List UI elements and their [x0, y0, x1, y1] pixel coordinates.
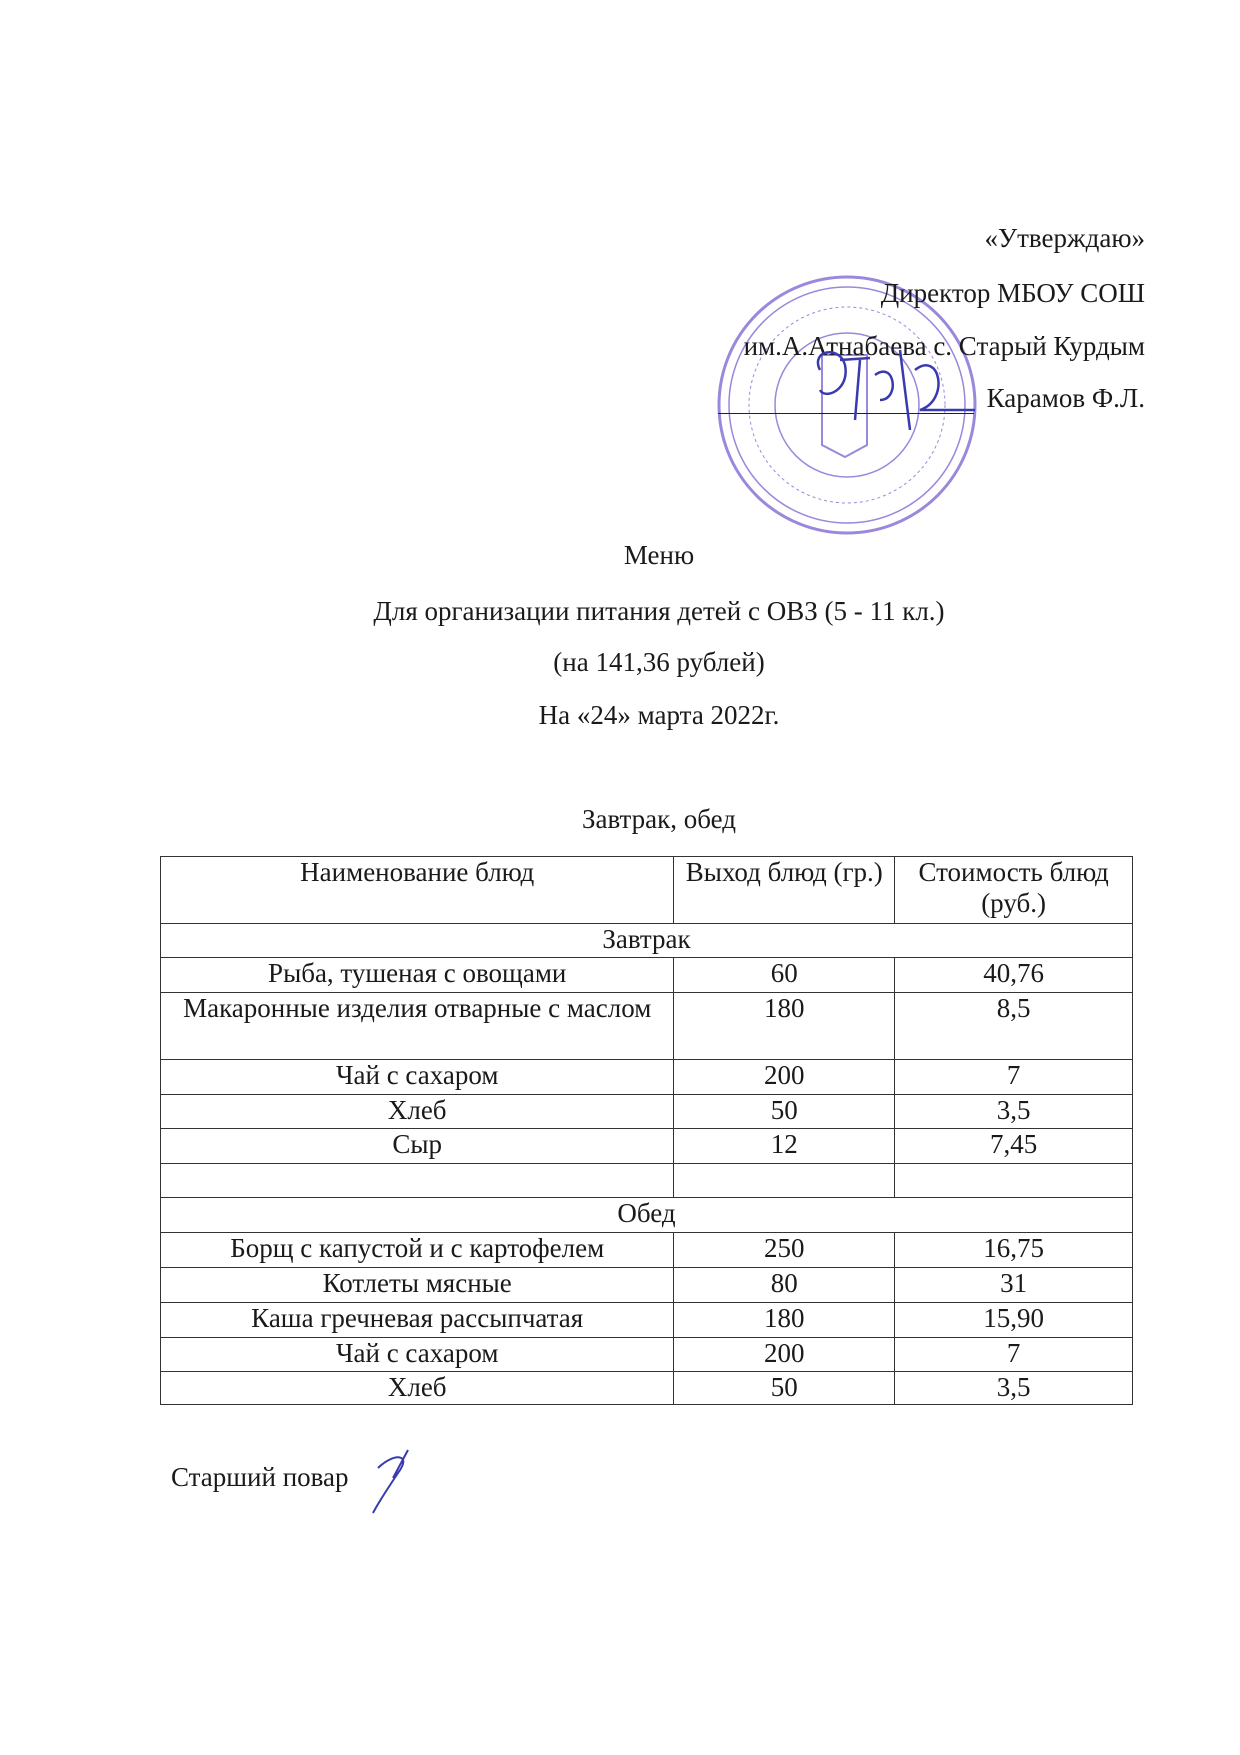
document-price: (на 141,36 рублей) [553, 647, 765, 677]
dish-name: Борщ с капустой и с картофелем [161, 1233, 674, 1268]
dish-yield: 180 [674, 1303, 895, 1338]
table-header-row [161, 857, 1133, 924]
table-row [161, 1268, 1133, 1303]
dish-yield [674, 1164, 895, 1198]
approver-position: Директор МБОУ СОШ [880, 278, 1145, 308]
dish-name: Хлеб [161, 1372, 674, 1405]
dish-cost [895, 1164, 1133, 1198]
dish-cost: 3,5 [895, 1095, 1133, 1129]
dish-yield: 200 [674, 1338, 895, 1372]
document-date: На «24» марта 2022г. [538, 700, 780, 730]
chef-signature [368, 1448, 418, 1518]
table-row [161, 1233, 1133, 1268]
table-row [161, 1060, 1133, 1095]
chef-label: Старший повар [171, 1462, 349, 1492]
section-name: Завтрак [161, 924, 1133, 958]
dish-yield: 12 [674, 1129, 895, 1164]
header-dish: Наименование блюд [161, 857, 674, 924]
menu-table [160, 856, 1133, 1405]
approval-heading: «Утверждаю» [984, 223, 1145, 253]
section-row [161, 1198, 1133, 1233]
dish-yield: 200 [674, 1060, 895, 1095]
section-row [161, 924, 1133, 958]
meals-heading: Завтрак, обед [581, 804, 737, 834]
dish-yield: 50 [674, 1372, 895, 1405]
dish-name: Сыр [161, 1129, 674, 1164]
dish-name: Чай с сахаром [161, 1060, 674, 1095]
dish-yield: 180 [674, 993, 895, 1060]
dish-cost: 40,76 [895, 958, 1133, 993]
document-title: Меню [623, 540, 695, 570]
dish-name [161, 1164, 674, 1198]
dish-cost: 3,5 [895, 1372, 1133, 1405]
dish-yield: 60 [674, 958, 895, 993]
dish-cost: 15,90 [895, 1303, 1133, 1338]
table-row [161, 1095, 1133, 1129]
section-name: Обед [161, 1198, 1133, 1233]
dish-yield: 250 [674, 1233, 895, 1268]
header-cost: Стоимость блюд (руб.) [895, 857, 1133, 924]
dish-name: Котлеты мясные [161, 1268, 674, 1303]
table-row [161, 958, 1133, 993]
director-signature [800, 330, 980, 440]
header-yield: Выход блюд (гр.) [674, 857, 895, 924]
dish-name: Чай с сахаром [161, 1338, 674, 1372]
approver-school: им.А.Атнабаева с. Старый Курдым [743, 331, 1145, 361]
table-row [161, 1338, 1133, 1372]
dish-cost: 7 [895, 1338, 1133, 1372]
dish-cost: 7 [895, 1060, 1133, 1095]
dish-name: Рыба, тушеная с овощами [161, 958, 674, 993]
table-row [161, 1129, 1133, 1164]
dish-name: Макаронные изделия отварные с маслом [161, 993, 674, 1060]
approver-name: Карамов Ф.Л. [986, 383, 1145, 413]
table-row [161, 1303, 1133, 1338]
table-row [161, 1372, 1133, 1405]
dish-cost: 16,75 [895, 1233, 1133, 1268]
dish-name: Хлеб [161, 1095, 674, 1129]
dish-cost: 8,5 [895, 993, 1133, 1060]
table-row [161, 1164, 1133, 1198]
dish-name: Каша гречневая рассыпчатая [161, 1303, 674, 1338]
document-purpose: Для организации питания детей с ОВЗ (5 - 11 кл.) [373, 596, 945, 626]
table-row [161, 993, 1133, 1060]
dish-yield: 50 [674, 1095, 895, 1129]
dish-cost: 7,45 [895, 1129, 1133, 1164]
dish-cost: 31 [895, 1268, 1133, 1303]
dish-yield: 80 [674, 1268, 895, 1303]
